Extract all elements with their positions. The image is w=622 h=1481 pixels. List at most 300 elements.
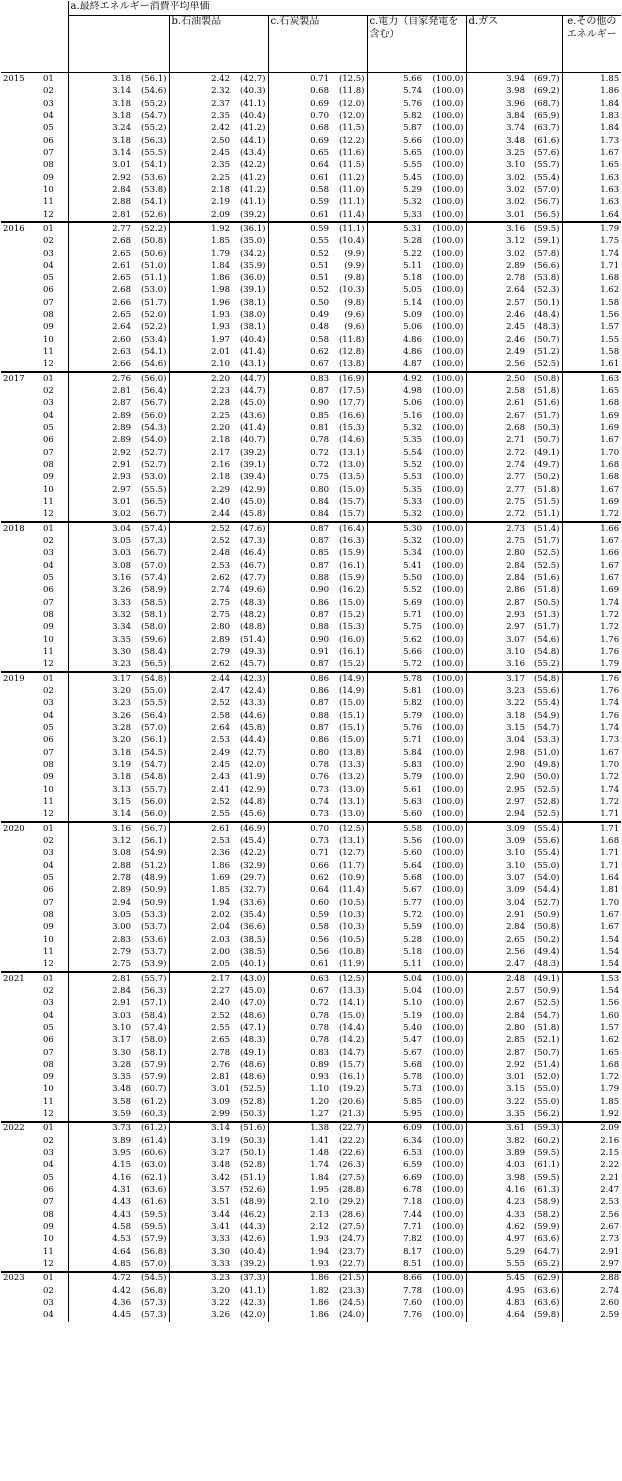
coal-price-cell: 0.90 (310, 634, 329, 645)
avg-unit-price-ratio-cell: (55.2) (133, 98, 169, 110)
petroleum-ratio-cell: (48.3) (232, 1034, 268, 1046)
year-cell: 2016 (1, 222, 41, 235)
coal-price-cell: 0.84 (310, 497, 329, 508)
petroleum-ratio-cell: (43.0) (232, 972, 268, 985)
gas-price-cell: 2.84 (506, 560, 525, 571)
year-cell (1, 621, 41, 633)
avg-unit-price-ratio-cell: (51.1) (133, 272, 169, 284)
avg-unit-price-ratio-cell: (53.0) (133, 472, 169, 484)
petroleum-ratio-cell: (42.7) (232, 73, 268, 86)
avg-unit-price-ratio-cell: (60.7) (133, 1084, 169, 1096)
other-energy-price-cell: 2.59 (600, 1310, 620, 1321)
electricity-price-cell: 5.22 (403, 248, 422, 259)
coal-ratio-cell: (15.9) (331, 572, 367, 584)
petroleum-ratio-cell: (48.3) (232, 597, 268, 609)
month-cell: 11 (41, 1096, 68, 1108)
electricity-ratio-cell: (100.0) (424, 734, 466, 746)
electricity-ratio-cell: (100.0) (424, 1084, 466, 1096)
gas-ratio-cell: (52.1) (527, 1034, 562, 1046)
month-cell: 01 (41, 822, 68, 835)
avg-unit-price-cell: 2.81 (68, 972, 133, 985)
year-cell (1, 1047, 41, 1059)
table-row (1, 884, 621, 896)
electricity-ratio-cell: (100.0) (424, 722, 466, 734)
petroleum-price-cell: 2.03 (211, 934, 230, 945)
gas-ratio-cell: (52.3) (527, 285, 562, 297)
gas-ratio-cell: (63.6) (527, 1285, 562, 1297)
electricity-ratio-cell: (100.0) (424, 1184, 466, 1196)
other-energy-price-cell: 2.88 (562, 1272, 621, 1285)
avg-unit-price-cell: 3.26 (112, 585, 131, 596)
year-cell: 2019 (1, 672, 41, 685)
year-cell (1, 1309, 41, 1321)
petroleum-price-cell: 2.20 (211, 423, 230, 434)
coal-ratio-cell: (13.5) (331, 472, 367, 484)
gas-price-cell: 3.01 (506, 209, 525, 220)
other-energy-price-cell: 1.72 (600, 610, 620, 621)
avg-unit-price-ratio-cell: (58.0) (133, 1034, 169, 1046)
electricity-price-cell: 7.82 (403, 1234, 422, 1245)
electricity-ratio-cell: (100.0) (424, 1234, 466, 1246)
gas-price-cell: 3.10 (506, 860, 525, 871)
petroleum-ratio-cell: (42.2) (232, 847, 268, 859)
table-row (1, 447, 621, 459)
month-cell: 08 (41, 309, 68, 321)
avg-unit-price-ratio-cell: (54.7) (133, 759, 169, 771)
electricity-ratio-cell: (100.0) (424, 322, 466, 334)
coal-price-cell: 0.89 (310, 1059, 329, 1070)
gas-price-cell: 3.94 (506, 73, 525, 84)
gas-ratio-cell: (59.8) (527, 1309, 562, 1321)
petroleum-ratio-cell: (45.8) (232, 508, 268, 521)
electricity-price-cell: 5.47 (403, 1035, 422, 1046)
petroleum-ratio-cell: (41.1) (232, 1285, 268, 1297)
electricity-ratio-cell: (100.0) (424, 1209, 466, 1221)
other-energy-price-cell: 2.60 (600, 1298, 620, 1309)
coal-ratio-cell: (11.6) (331, 147, 367, 159)
electricity-ratio-cell: (100.0) (424, 297, 466, 309)
coal-price-cell: 0.88 (310, 573, 329, 584)
petroleum-ratio-cell: (47.7) (232, 572, 268, 584)
table-row (1, 385, 621, 397)
other-energy-price-cell: 1.72 (600, 509, 620, 520)
coal-ratio-cell: (16.9) (331, 372, 367, 385)
avg-unit-price-ratio-cell: (53.7) (133, 946, 169, 958)
coal-ratio-cell: (12.5) (331, 73, 367, 86)
electricity-price-cell: 5.68 (403, 872, 422, 883)
month-cell: 12 (41, 209, 68, 222)
avg-unit-price-ratio-cell: (52.2) (133, 322, 169, 334)
year-cell: 2021 (1, 972, 41, 985)
coal-ratio-cell: (15.7) (331, 508, 367, 521)
table-row (1, 872, 621, 884)
coal-ratio-cell: (11.5) (331, 122, 367, 134)
electricity-price-cell: 4.92 (367, 372, 424, 385)
table-row (1, 734, 621, 746)
gas-price-cell: 2.85 (506, 1035, 525, 1046)
coal-ratio-cell: (11.4) (331, 209, 367, 222)
electricity-price-cell: 7.78 (403, 1285, 422, 1296)
petroleum-ratio-cell: (51.4) (232, 634, 268, 646)
year-cell (1, 359, 41, 372)
month-cell: 03 (41, 547, 68, 559)
petroleum-ratio-cell: (44.8) (232, 796, 268, 808)
avg-unit-price-cell: 2.88 (112, 197, 131, 208)
coal-ratio-cell: (10.5) (331, 934, 367, 946)
gas-price-cell: 2.92 (506, 1059, 525, 1070)
other-energy-price-cell: 1.76 (600, 634, 620, 645)
month-cell: 11 (41, 346, 68, 358)
avg-unit-price-ratio-cell: (57.3) (133, 1297, 169, 1309)
electricity-ratio-cell: (100.0) (424, 272, 466, 284)
month-cell: 01 (41, 672, 68, 685)
gas-ratio-cell: (53.8) (527, 272, 562, 284)
other-energy-price-cell: 1.64 (600, 872, 620, 883)
gas-price-cell: 2.86 (506, 585, 525, 596)
year-cell (1, 110, 41, 122)
petroleum-price-cell: 2.52 (211, 796, 230, 807)
petroleum-ratio-cell: (34.2) (232, 248, 268, 260)
avg-unit-price-cell: 3.32 (112, 610, 131, 621)
other-energy-price-cell: 1.57 (600, 322, 620, 333)
year-cell (1, 1059, 41, 1071)
petroleum-price-cell: 1.94 (211, 897, 230, 908)
petroleum-ratio-cell: (38.0) (232, 309, 268, 321)
avg-unit-price-cell: 2.75 (112, 959, 131, 970)
electricity-ratio-cell: (100.0) (424, 196, 466, 208)
year-cell (1, 398, 41, 410)
petroleum-ratio-cell: (45.4) (232, 835, 268, 847)
table-row (1, 1258, 621, 1271)
gas-ratio-cell: (50.8) (527, 921, 562, 933)
coal-ratio-cell: (24.0) (331, 1309, 367, 1321)
year-cell (1, 572, 41, 584)
petroleum-price-cell: 2.23 (211, 386, 230, 397)
header-col-f: e.その他のエネルギー (562, 16, 621, 73)
coal-price-cell: 0.80 (310, 747, 329, 758)
table-row (1, 634, 621, 646)
month-cell: 03 (41, 98, 68, 110)
gas-ratio-cell: (49.8) (527, 759, 562, 771)
gas-ratio-cell: (55.4) (527, 172, 562, 184)
coal-price-cell: 0.56 (310, 946, 329, 957)
table-row (1, 672, 621, 685)
electricity-price-cell: 6.59 (403, 1160, 422, 1171)
coal-ratio-cell: (13.2) (331, 771, 367, 783)
avg-unit-price-ratio-cell: (50.9) (133, 884, 169, 896)
avg-unit-price-ratio-cell: (58.0) (133, 621, 169, 633)
coal-price-cell: 0.72 (310, 460, 329, 471)
other-energy-price-cell: 1.66 (600, 548, 620, 559)
month-cell: 09 (41, 921, 68, 933)
petroleum-ratio-cell: (42.2) (232, 159, 268, 171)
electricity-price-cell: 5.85 (403, 1096, 422, 1107)
month-cell: 11 (41, 496, 68, 508)
electricity-price-cell: 5.52 (403, 585, 422, 596)
electricity-ratio-cell: (100.0) (424, 1108, 466, 1121)
table-row (1, 459, 621, 471)
electricity-ratio-cell: (100.0) (424, 172, 466, 184)
petroleum-ratio-cell: (39.1) (232, 285, 268, 297)
gas-price-cell: 2.45 (506, 322, 525, 333)
header-corner (1, 1, 68, 73)
avg-unit-price-ratio-cell: (61.6) (133, 1197, 169, 1209)
month-cell: 03 (41, 248, 68, 260)
year-cell (1, 1135, 41, 1147)
month-cell: 05 (41, 1172, 68, 1184)
coal-price-cell: 0.87 (310, 698, 329, 709)
gas-ratio-cell: (49.1) (527, 447, 562, 459)
avg-unit-price-cell: 2.93 (112, 472, 131, 483)
avg-unit-price-cell: 4.64 (112, 1246, 131, 1257)
table-row (1, 398, 621, 410)
avg-unit-price-cell: 2.66 (112, 359, 131, 370)
electricity-price-cell: 5.67 (403, 1047, 422, 1058)
coal-ratio-cell: (15.0) (331, 697, 367, 709)
coal-price-cell: 0.60 (310, 897, 329, 908)
table-row (1, 1197, 621, 1209)
electricity-ratio-cell: (100.0) (424, 410, 466, 422)
petroleum-price-cell: 2.55 (211, 809, 230, 820)
electricity-price-cell: 7.60 (403, 1298, 422, 1309)
electricity-price-cell: 5.72 (403, 659, 422, 670)
coal-price-cell: 0.83 (268, 372, 331, 385)
avg-unit-price-ratio-cell: (58.1) (133, 609, 169, 621)
petroleum-price-cell: 2.17 (169, 972, 232, 985)
gas-price-cell: 2.72 (506, 509, 525, 520)
table-row (1, 1047, 621, 1059)
table-row (1, 209, 621, 222)
gas-ratio-cell: (57.8) (527, 248, 562, 260)
electricity-price-cell: 5.50 (403, 573, 422, 584)
gas-price-cell: 2.84 (506, 573, 525, 584)
petroleum-price-cell: 2.05 (211, 959, 230, 970)
gas-price-cell: 2.56 (506, 359, 525, 370)
electricity-price-cell: 5.67 (403, 885, 422, 896)
avg-unit-price-cell: 2.91 (112, 460, 131, 471)
table-row (1, 621, 621, 633)
year-cell (1, 260, 41, 272)
month-cell: 08 (41, 159, 68, 171)
electricity-price-cell: 5.32 (403, 423, 422, 434)
avg-unit-price-ratio-cell: (51.2) (133, 860, 169, 872)
electricity-ratio-cell: (100.0) (424, 771, 466, 783)
avg-unit-price-ratio-cell: (53.0) (133, 285, 169, 297)
table-row (1, 710, 621, 722)
month-cell: 04 (41, 1010, 68, 1022)
other-energy-price-cell: 1.86 (600, 86, 620, 97)
year-cell (1, 422, 41, 434)
month-cell: 04 (41, 860, 68, 872)
avg-unit-price-ratio-cell: (53.8) (133, 184, 169, 196)
gas-price-cell: 3.02 (506, 248, 525, 259)
petroleum-price-cell: 3.23 (169, 1272, 232, 1285)
avg-unit-price-cell: 3.01 (112, 497, 131, 508)
coal-ratio-cell: (9.6) (331, 322, 367, 334)
petroleum-ratio-cell: (39.2) (232, 209, 268, 222)
petroleum-price-cell: 3.22 (211, 1298, 230, 1309)
petroleum-price-cell: 2.02 (211, 909, 230, 920)
gas-ratio-cell: (55.0) (527, 1096, 562, 1108)
electricity-price-cell: 8.17 (403, 1246, 422, 1257)
avg-unit-price-ratio-cell: (58.5) (133, 597, 169, 609)
table-row (1, 1122, 621, 1135)
coal-ratio-cell: (15.3) (331, 422, 367, 434)
petroleum-ratio-cell: (51.6) (232, 1122, 268, 1135)
coal-price-cell: 0.49 (310, 310, 329, 321)
table-row (1, 759, 621, 771)
petroleum-price-cell: 2.62 (211, 573, 230, 584)
gas-price-cell: 3.16 (466, 222, 527, 235)
petroleum-ratio-cell: (45.6) (232, 808, 268, 821)
avg-unit-price-cell: 2.84 (112, 184, 131, 195)
table-row (1, 784, 621, 796)
electricity-price-cell: 6.69 (403, 1172, 422, 1183)
year-cell (1, 1160, 41, 1172)
gas-ratio-cell: (55.0) (527, 860, 562, 872)
electricity-ratio-cell: (100.0) (424, 422, 466, 434)
coal-price-cell: 0.86 (310, 735, 329, 746)
month-cell: 10 (41, 784, 68, 796)
avg-unit-price-ratio-cell: (55.5) (133, 147, 169, 159)
month-cell: 06 (41, 734, 68, 746)
other-energy-price-cell: 1.54 (600, 946, 620, 957)
year-cell (1, 508, 41, 521)
year-cell (1, 847, 41, 859)
avg-unit-price-ratio-cell: (63.0) (133, 1160, 169, 1172)
year-cell: 2017 (1, 372, 41, 385)
gas-price-cell: 2.67 (506, 410, 525, 421)
month-cell: 06 (41, 435, 68, 447)
year-cell: 2022 (1, 1122, 41, 1135)
month-cell: 06 (41, 285, 68, 297)
gas-ratio-cell: (51.2) (527, 346, 562, 358)
avg-unit-price-cell: 3.58 (112, 1096, 131, 1107)
year-cell (1, 909, 41, 921)
gas-ratio-cell: (50.5) (527, 597, 562, 609)
year-cell (1, 759, 41, 771)
electricity-price-cell: 5.32 (403, 536, 422, 547)
electricity-price-cell: 5.74 (403, 86, 422, 97)
petroleum-price-cell: 2.74 (211, 585, 230, 596)
coal-price-cell: 2.10 (310, 1197, 329, 1208)
year-cell (1, 771, 41, 783)
gas-ratio-cell: (59.5) (527, 222, 562, 235)
gas-ratio-cell: (55.4) (527, 697, 562, 709)
table-row (1, 747, 621, 759)
coal-ratio-cell: (9.9) (331, 260, 367, 272)
table-row (1, 934, 621, 946)
year-cell (1, 435, 41, 447)
avg-unit-price-ratio-cell: (50.9) (133, 897, 169, 909)
month-cell: 08 (41, 1059, 68, 1071)
avg-unit-price-cell: 2.92 (112, 172, 131, 183)
avg-unit-price-ratio-cell: (54.1) (133, 196, 169, 208)
electricity-price-cell: 5.72 (403, 909, 422, 920)
avg-unit-price-cell: 3.24 (112, 123, 131, 134)
coal-ratio-cell: (23.3) (331, 1285, 367, 1297)
electricity-price-cell: 5.10 (403, 998, 422, 1009)
coal-price-cell: 0.80 (310, 484, 329, 495)
electricity-ratio-cell: (100.0) (424, 609, 466, 621)
coal-price-cell: 0.86 (310, 597, 329, 608)
gas-price-cell: 2.87 (506, 1047, 525, 1058)
table-row (1, 260, 621, 272)
petroleum-price-cell: 3.41 (211, 1222, 230, 1233)
coal-ratio-cell: (10.4) (331, 235, 367, 247)
coal-price-cell: 2.13 (310, 1209, 329, 1220)
table-row (1, 609, 621, 621)
avg-unit-price-ratio-cell: (56.0) (133, 808, 169, 821)
gas-ratio-cell: (55.4) (527, 847, 562, 859)
electricity-ratio-cell: (100.0) (424, 909, 466, 921)
year-cell (1, 1184, 41, 1196)
avg-unit-price-cell: 3.16 (112, 573, 131, 584)
month-cell: 08 (41, 459, 68, 471)
table-row (1, 435, 621, 447)
other-energy-price-cell: 1.67 (600, 922, 620, 933)
month-cell: 02 (41, 535, 68, 547)
coal-price-cell: 1.93 (310, 1259, 329, 1270)
petroleum-ratio-cell: (45.0) (232, 985, 268, 997)
electricity-ratio-cell: (100.0) (424, 1022, 466, 1034)
month-cell: 02 (41, 385, 68, 397)
coal-price-cell: 0.87 (310, 722, 329, 733)
month-cell: 03 (41, 398, 68, 410)
gas-price-cell: 4.16 (506, 1185, 525, 1196)
petroleum-price-cell: 3.51 (211, 1197, 230, 1208)
gas-price-cell: 2.47 (506, 959, 525, 970)
other-energy-price-cell: 1.66 (562, 522, 621, 535)
month-cell: 02 (41, 1285, 68, 1297)
gas-ratio-cell: (51.7) (527, 621, 562, 633)
petroleum-price-cell: 2.42 (211, 73, 230, 84)
coal-ratio-cell: (24.7) (331, 1234, 367, 1246)
year-cell (1, 1221, 41, 1233)
petroleum-ratio-cell: (40.4) (232, 334, 268, 346)
gas-price-cell: 3.12 (506, 236, 525, 247)
gas-price-cell: 2.64 (506, 285, 525, 296)
petroleum-price-cell: 3.26 (211, 1310, 230, 1321)
coal-price-cell: 0.61 (310, 172, 329, 183)
petroleum-price-cell: 2.16 (211, 460, 230, 471)
coal-ratio-cell: (15.1) (331, 710, 367, 722)
petroleum-price-cell: 1.93 (211, 310, 230, 321)
avg-unit-price-cell: 2.88 (112, 860, 131, 871)
table-row (1, 584, 621, 596)
electricity-ratio-cell: (100.0) (424, 985, 466, 997)
other-energy-price-cell: 1.68 (600, 460, 620, 471)
table-row (1, 597, 621, 609)
other-energy-price-cell: 1.72 (600, 772, 620, 783)
other-energy-price-cell: 1.69 (600, 585, 620, 596)
electricity-ratio-cell: (100.0) (424, 385, 466, 397)
avg-unit-price-ratio-cell: (56.0) (133, 410, 169, 422)
avg-unit-price-ratio-cell: (54.1) (133, 346, 169, 358)
gas-price-cell: 3.23 (506, 685, 525, 696)
gas-price-cell: 3.02 (506, 197, 525, 208)
coal-price-cell: 0.58 (310, 334, 329, 345)
gas-price-cell: 2.67 (506, 998, 525, 1009)
table-row (1, 771, 621, 783)
month-cell: 05 (41, 272, 68, 284)
year-cell (1, 159, 41, 171)
gas-price-cell: 3.48 (506, 135, 525, 146)
avg-unit-price-ratio-cell: (56.7) (133, 547, 169, 559)
avg-unit-price-ratio-cell: (57.4) (133, 572, 169, 584)
month-cell: 09 (41, 621, 68, 633)
year-cell (1, 1147, 41, 1159)
